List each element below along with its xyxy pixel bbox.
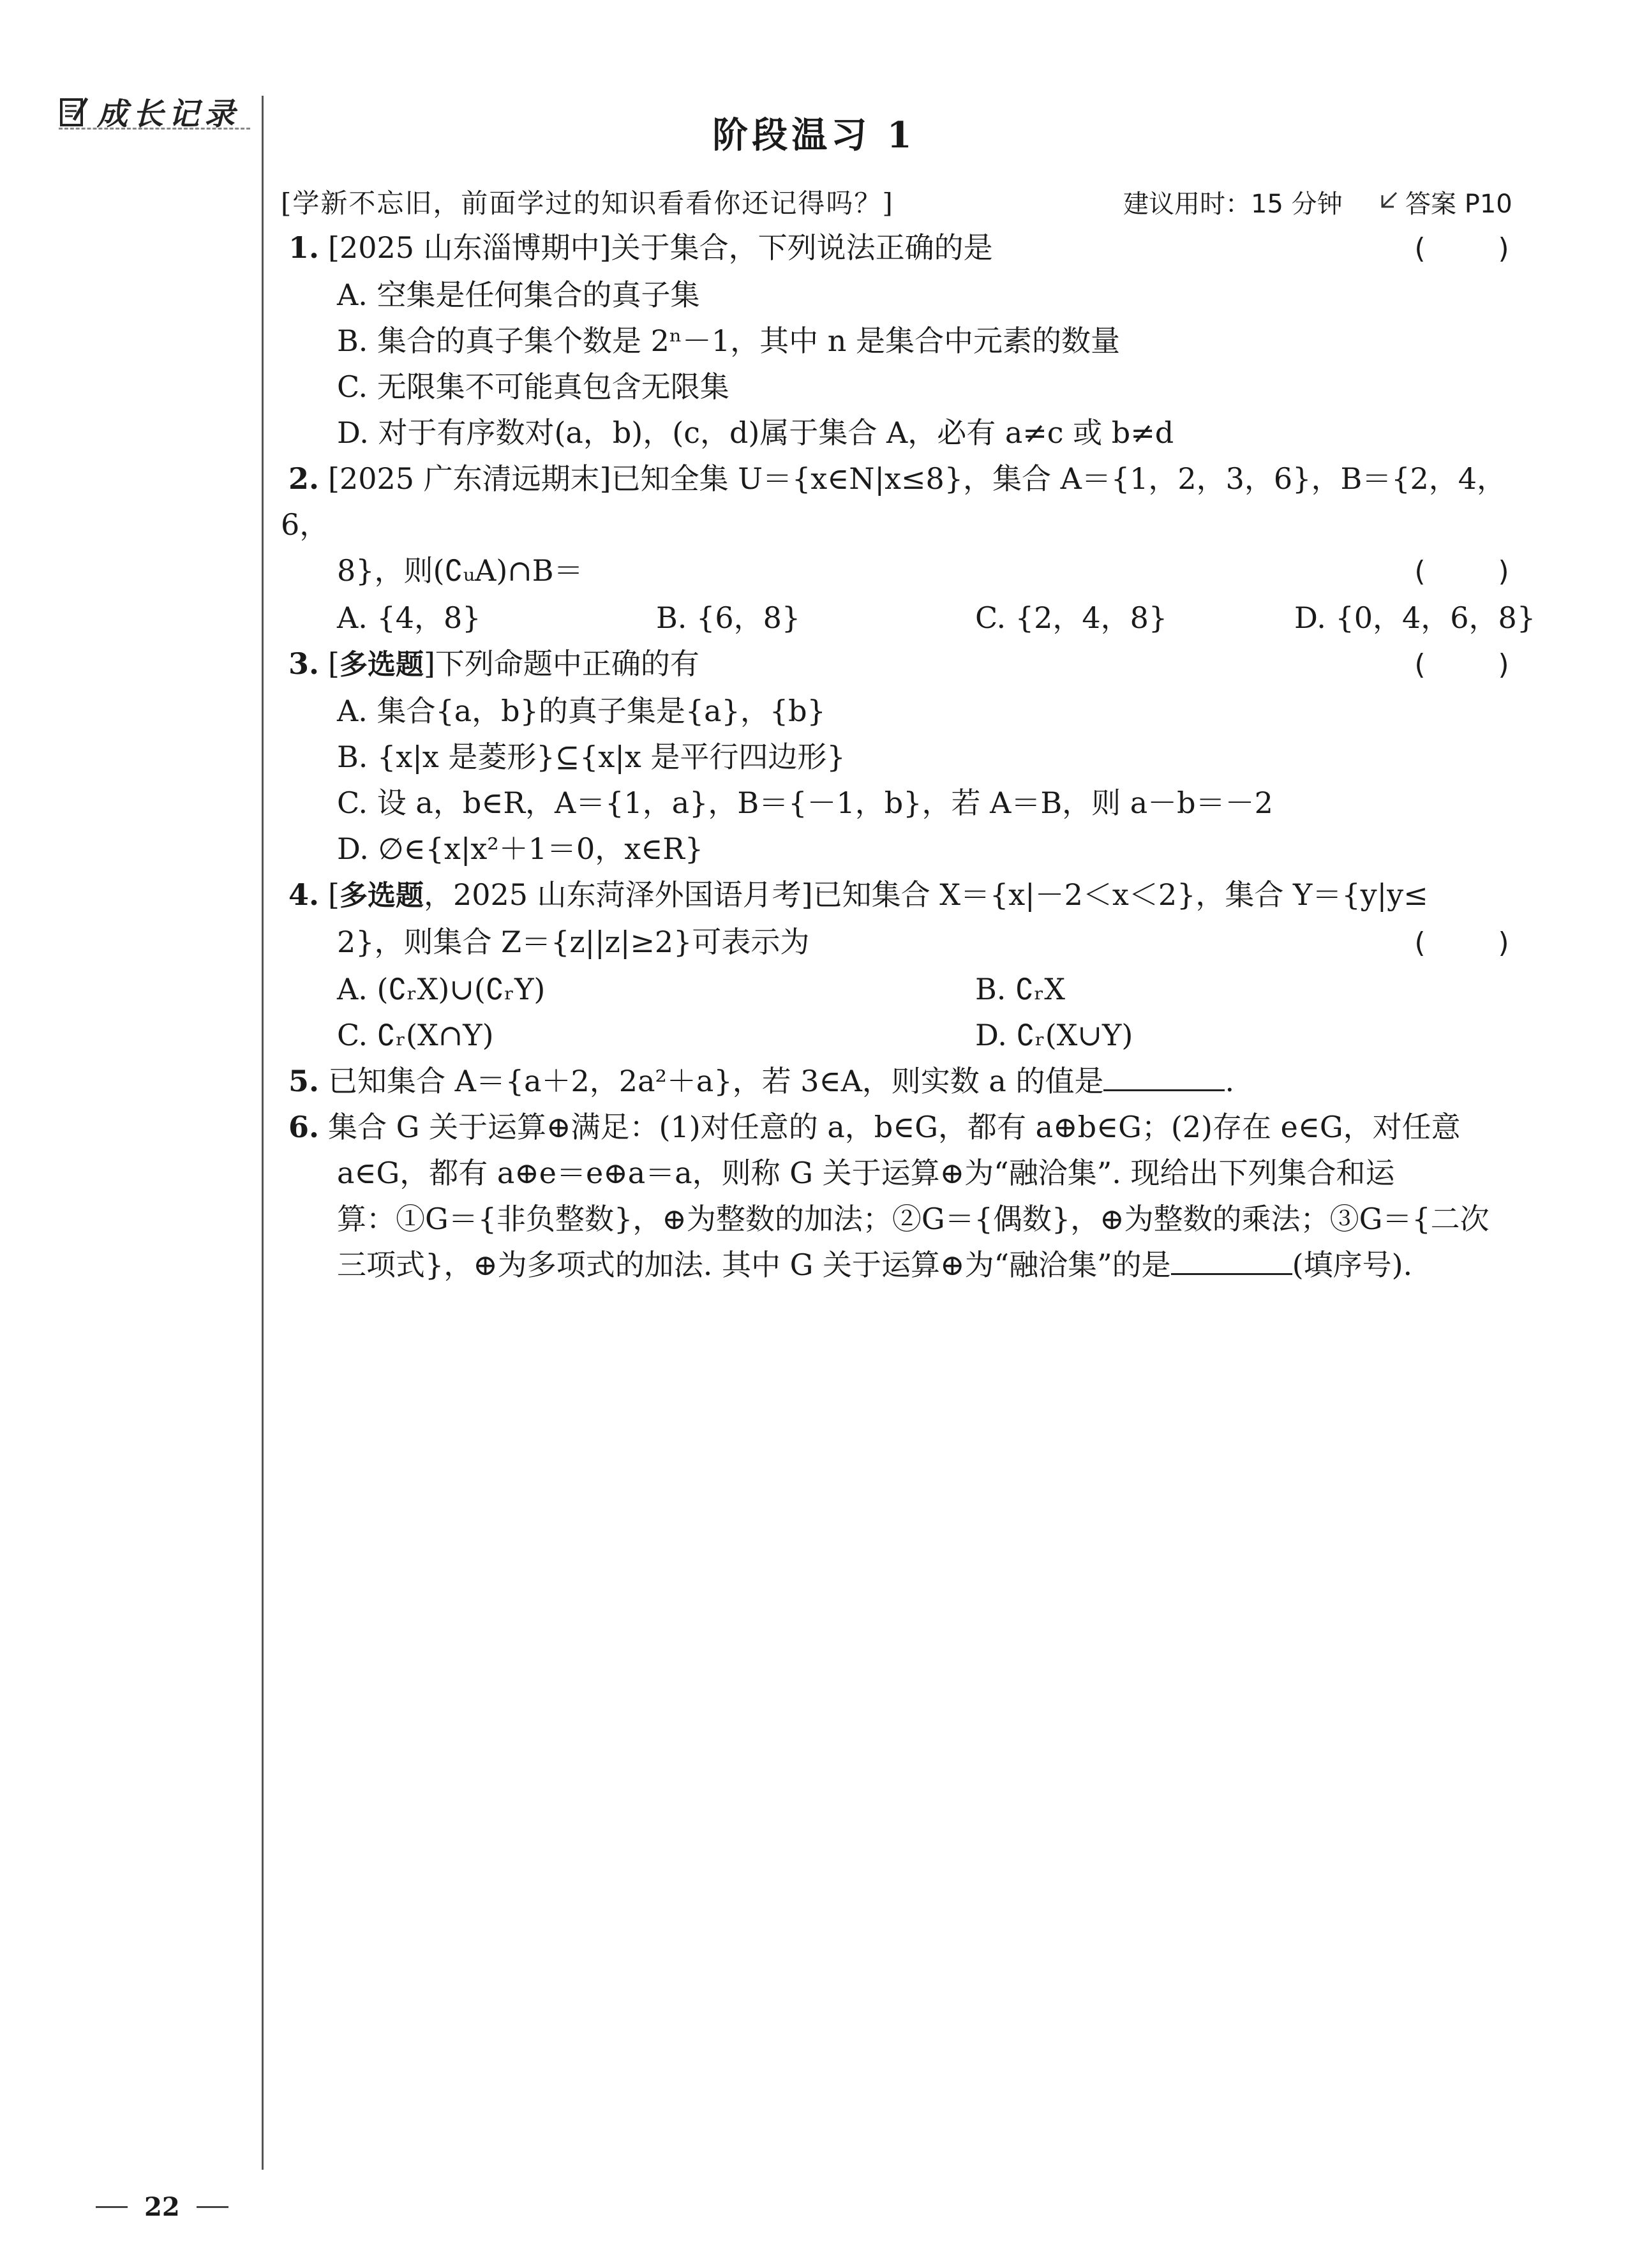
- option-a: A. 空集是任何集合的真子集: [337, 278, 700, 312]
- question-1: [281, 225, 1512, 456]
- option-c: C. ∁ᵣ(X∩Y): [337, 1018, 494, 1052]
- answer-paren: ( ): [1411, 927, 1512, 959]
- question-stem-continued: 8}，则(∁ᵤA)∩B＝: [337, 553, 583, 588]
- growth-record-label: 成长记录: [97, 96, 241, 132]
- page-footer: [96, 2192, 228, 2222]
- question-4: 4. [多选题，2025 山东菏泽外国语月考]已知集合 X＝{x|－2＜x＜2}，集合 Y＝{y|y≤ 2}，则集合 Z＝{z||z|≥2}可表示为 ( ) A. (∁ᵣX)∪(∁ᵣY) B. ∁ᵣX C. ∁ᵣ(X∩Y) D. ∁ᵣ(X∪Y): [281, 872, 1512, 1058]
- question-stem-line-4: 三项式}，⊕为多项式的加法. 其中 G 关于运算⊕为“融洽集”的是: [337, 1248, 1171, 1282]
- question-stem: [2025 广东清远期末]已知全集 U＝{x∈N|x≤8}，集合 A＝{1，2，3，6}，B＝{2，4，6，: [281, 461, 1507, 542]
- option-a: A. {4，8}: [337, 601, 481, 635]
- question-number: 2.: [288, 461, 319, 496]
- question-5: [281, 1058, 1512, 1104]
- footer-dash-right: [197, 2206, 228, 2208]
- intro-text: [学新不忘旧，前面学过的知识看看你还记得吗？]: [281, 188, 894, 219]
- question-stem-line-2: a∈G，都有 a⊕e＝e⊕a＝a，则称 G 关于运算⊕为“融洽集”. 现给出下列集合和运: [337, 1156, 1395, 1190]
- answer-paren: ( ): [1411, 232, 1512, 265]
- answer-blank[interactable]: [1103, 1064, 1225, 1091]
- answer-paren: ( ): [1411, 555, 1512, 588]
- question-end: .: [1225, 1064, 1235, 1098]
- answer-reference: [1378, 184, 1512, 220]
- question-stem-line-4-end: (填序号).: [1292, 1248, 1413, 1282]
- option-b: B. {x|x 是菱形}⊆{x|x 是平行四边形}: [337, 740, 846, 774]
- option-c: C. {2，4，8}: [975, 601, 1168, 635]
- question-number: 4.: [288, 877, 319, 912]
- question-3: 3. [多选题]下列命题中正确的有 ( ) A. 集合{a，b}的真子集是{a}，{b} B. {x|x 是菱形}⊆{x|x 是平行四边形} C. 设 a，b∈R，A＝{1，a}，B＝{－1，b}，若 A＝B，则 a－b＝－2 D. ∅∈{x|x²＋1＝0，x∈R}: [281, 641, 1512, 872]
- question-stem: [2025 山东淄博期中]关于集合，下列说法正确的是: [328, 230, 993, 265]
- option-b: B. {6，8}: [656, 601, 801, 635]
- option-b: B. 集合的真子集个数是 2ⁿ－1，其中 n 是集合中元素的数量: [337, 324, 1120, 358]
- question-stem: ，2025 山东菏泽外国语月考]已知集合 X＝{x|－2＜x＜2}，集合 Y＝{y|y≤: [423, 877, 1428, 912]
- option-b: B. ∁ᵣX: [975, 972, 1066, 1006]
- answer-blank[interactable]: [1171, 1248, 1292, 1275]
- page-number: 22: [144, 2192, 180, 2222]
- question-2: [281, 456, 1536, 641]
- question-6: [281, 1104, 1512, 1288]
- question-list: [281, 225, 1536, 1288]
- sidebar-divider: [262, 96, 264, 2170]
- option-d: D. ∅∈{x|x²＋1＝0，x∈R}: [337, 832, 704, 866]
- question-stem: 下列命题中正确的有: [435, 646, 699, 681]
- question-stem: 集合 G 关于运算⊕满足：(1)对任意的 a，b∈G，都有 a⊕b∈G；(2)存在 e∈G，对任意: [328, 1110, 1461, 1144]
- footer-dash-left: [96, 2206, 128, 2208]
- option-d: D. ∁ᵣ(X∪Y): [975, 1018, 1133, 1052]
- question-stem-continued: 2}，则集合 Z＝{z||z|≥2}可表示为: [337, 925, 810, 959]
- question-number: 1.: [288, 230, 319, 265]
- answer-paren: ( ): [1411, 648, 1512, 681]
- page-title: 阶段温习 1: [712, 114, 916, 156]
- option-d: D. 对于有序数对(a，b)，(c，d)属于集合 A，必有 a≠c 或 b≠d: [337, 415, 1174, 450]
- suggested-time: 建议用时：15 分钟: [1123, 190, 1343, 219]
- question-tag: 多选题: [339, 879, 424, 912]
- corner-arrow-icon: [1378, 188, 1400, 217]
- option-d: D. {0，4，6，8}: [1294, 601, 1536, 635]
- option-c: C. 设 a，b∈R，A＝{1，a}，B＝{－1，b}，若 A＝B，则 a－b＝－2: [337, 786, 1273, 820]
- option-c: C. 无限集不可能真包含无限集: [337, 369, 729, 404]
- intro-row: [281, 183, 1512, 227]
- question-number: 3.: [288, 646, 319, 681]
- question-number: 5.: [288, 1064, 319, 1098]
- question-stem-line-3: 算：①G＝{非负整数}，⊕为整数的加法；②G＝{偶数}，⊕为整数的乘法；③G＝{二次: [337, 1202, 1490, 1236]
- question-tag: 多选题: [339, 648, 424, 681]
- question-number: 6.: [288, 1110, 319, 1144]
- question-stem: 已知集合 A＝{a＋2，2a²＋a}，若 3∈A，则实数 a 的值是: [328, 1064, 1104, 1098]
- option-a: A. (∁ᵣX)∪(∁ᵣY): [337, 972, 546, 1006]
- option-a: A. 集合{a，b}的真子集是{a}，{b}: [337, 694, 826, 728]
- answer-page: 答案 P10: [1405, 190, 1512, 219]
